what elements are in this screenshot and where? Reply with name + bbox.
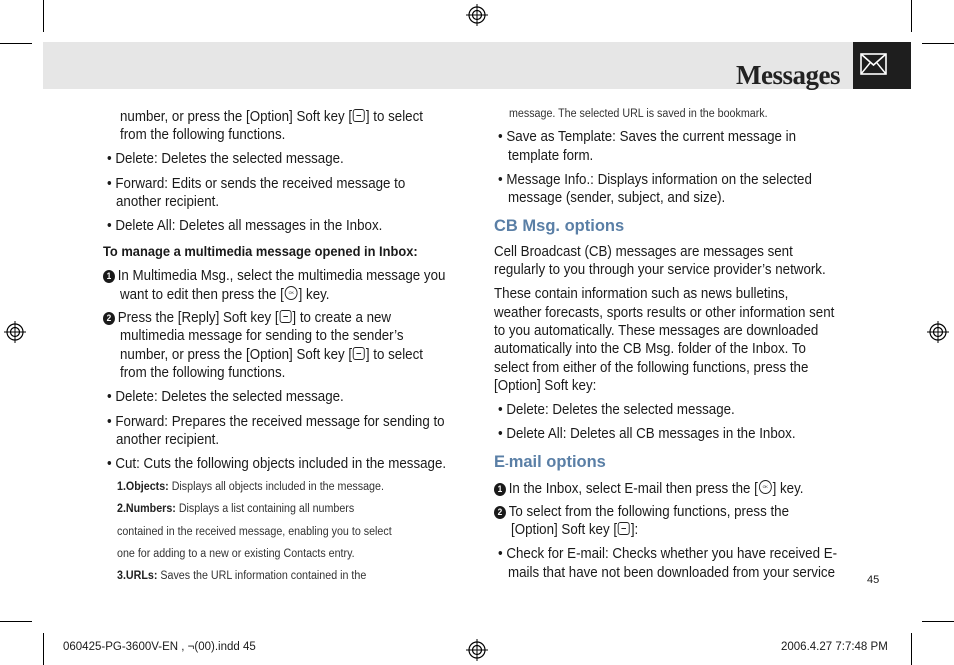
section-heading: To manage a multimedia message opened in Inbox: — [103, 243, 418, 259]
text-line: want to edit then press the [OK ] key. — [120, 286, 330, 303]
sub-item-text: contained in the received message, enabling you to select — [117, 526, 392, 538]
registration-mark-icon — [466, 639, 488, 661]
sub-item-text: one for adding to a new or existing Contacts entry. — [117, 548, 355, 560]
step-2: 2 Press the [Reply] Soft key [ ] to create a new — [103, 310, 391, 326]
step-1: 1 In the Inbox, select E-mail then press the [OK ] key. — [494, 480, 803, 497]
list-item: • Delete: Deletes the selected message. — [498, 402, 735, 418]
list-item: • Delete All: Deletes all CB messages in the Inbox. — [498, 426, 796, 442]
paragraph-line: automatically into the CB Msg. folder of the Inbox. To — [494, 341, 806, 357]
crop-mark — [922, 43, 954, 44]
list-item: • Save as Template: Saves the current message in — [498, 129, 797, 145]
section-title-email: E-mail options — [494, 453, 606, 471]
list-item: mails that have not been downloaded from your service — [508, 565, 836, 581]
registration-mark-icon — [4, 321, 26, 343]
crop-mark — [922, 621, 954, 622]
sub-item: 3.URLs: Saves the URL information contained in the — [117, 570, 367, 582]
list-item: • Delete All: Deletes all messages in the Inbox. — [107, 218, 383, 234]
crop-mark — [0, 43, 32, 44]
paragraph-line: to you automatically. These messages are downloaded — [494, 323, 819, 339]
footer-filename: 060425-PG-3600V-EN , ¬(00).indd 45 — [63, 641, 256, 653]
sub-item: 1.Objects: Displays all objects included in the message. — [117, 481, 384, 493]
list-item: another recipient. — [116, 194, 220, 210]
ok-key-icon — [759, 480, 772, 494]
step-1: 1 In Multimedia Msg., select the multimedia message you — [103, 268, 445, 284]
soft-key-icon — [353, 347, 365, 360]
sub-item: 2.Numbers: Displays a list containing all numbers — [117, 503, 355, 515]
envelope-icon-box — [853, 42, 911, 89]
ok-key-icon — [285, 286, 298, 300]
text-line: number, or press the [Option] Soft key [ ] to select — [120, 347, 423, 363]
list-item: message (sender, subject, and size). — [508, 190, 726, 206]
step-2: 2 To select from the following functions, press the — [494, 504, 789, 520]
envelope-icon — [860, 53, 887, 75]
step-number-icon: 2 — [103, 312, 115, 325]
section-title-cb: CB Msg. options — [494, 217, 625, 235]
text-line: from the following functions. — [120, 127, 286, 143]
registration-mark-icon — [466, 4, 488, 26]
paragraph-line: Cell Broadcast (CB) messages are messages sent — [494, 244, 793, 260]
list-item: • Cut: Cuts the following objects included in the message. — [107, 456, 447, 472]
list-item: template form. — [508, 148, 594, 164]
text-line: multimedia message for sending to the sender’s — [120, 328, 404, 344]
list-item: • Forward: Edits or sends the received message to — [107, 176, 406, 192]
soft-key-icon — [353, 109, 365, 122]
footer-timestamp: 2006.4.27 7:7:48 PM — [781, 641, 888, 653]
registration-mark-icon — [927, 321, 949, 343]
page-number: 45 — [867, 574, 880, 586]
step-number-icon: 2 — [494, 506, 506, 519]
sub-item-text: message. The selected URL is saved in the bookmark. — [509, 108, 768, 120]
crop-mark — [911, 633, 912, 665]
paragraph-line: select from either of the following functions, press the — [494, 360, 809, 376]
step-number-icon: 1 — [103, 270, 115, 283]
crop-mark — [43, 633, 44, 665]
soft-key-icon — [618, 522, 630, 535]
crop-mark — [911, 0, 912, 32]
list-item: • Forward: Prepares the received message for sending to — [107, 414, 445, 430]
list-item: • Check for E-mail: Checks whether you have received E- — [498, 546, 838, 562]
text-line: number, or press the [Option] Soft key [ ] to select — [120, 109, 423, 125]
page-title: Messages — [736, 60, 840, 90]
paragraph-line: weather forecasts, sports results or other information sent — [494, 305, 835, 321]
paragraph-line: These contain information such as news bulletins, — [494, 286, 789, 302]
paragraph-line: [Option] Soft key: — [494, 378, 597, 394]
crop-mark — [43, 0, 44, 32]
list-item: • Delete: Deletes the selected message. — [107, 151, 344, 167]
text-line: [Option] Soft key [ ]: — [511, 522, 639, 538]
list-item: • Message Info.: Displays information on the selected — [498, 172, 812, 188]
soft-key-icon — [280, 310, 292, 323]
text-line: from the following functions. — [120, 365, 286, 381]
list-item: another recipient. — [116, 432, 220, 448]
step-number-icon: 1 — [494, 483, 506, 496]
list-item: • Delete: Deletes the selected message. — [107, 389, 344, 405]
paragraph-line: regularly to you through your service provider’s network. — [494, 262, 826, 278]
crop-mark — [0, 621, 32, 622]
